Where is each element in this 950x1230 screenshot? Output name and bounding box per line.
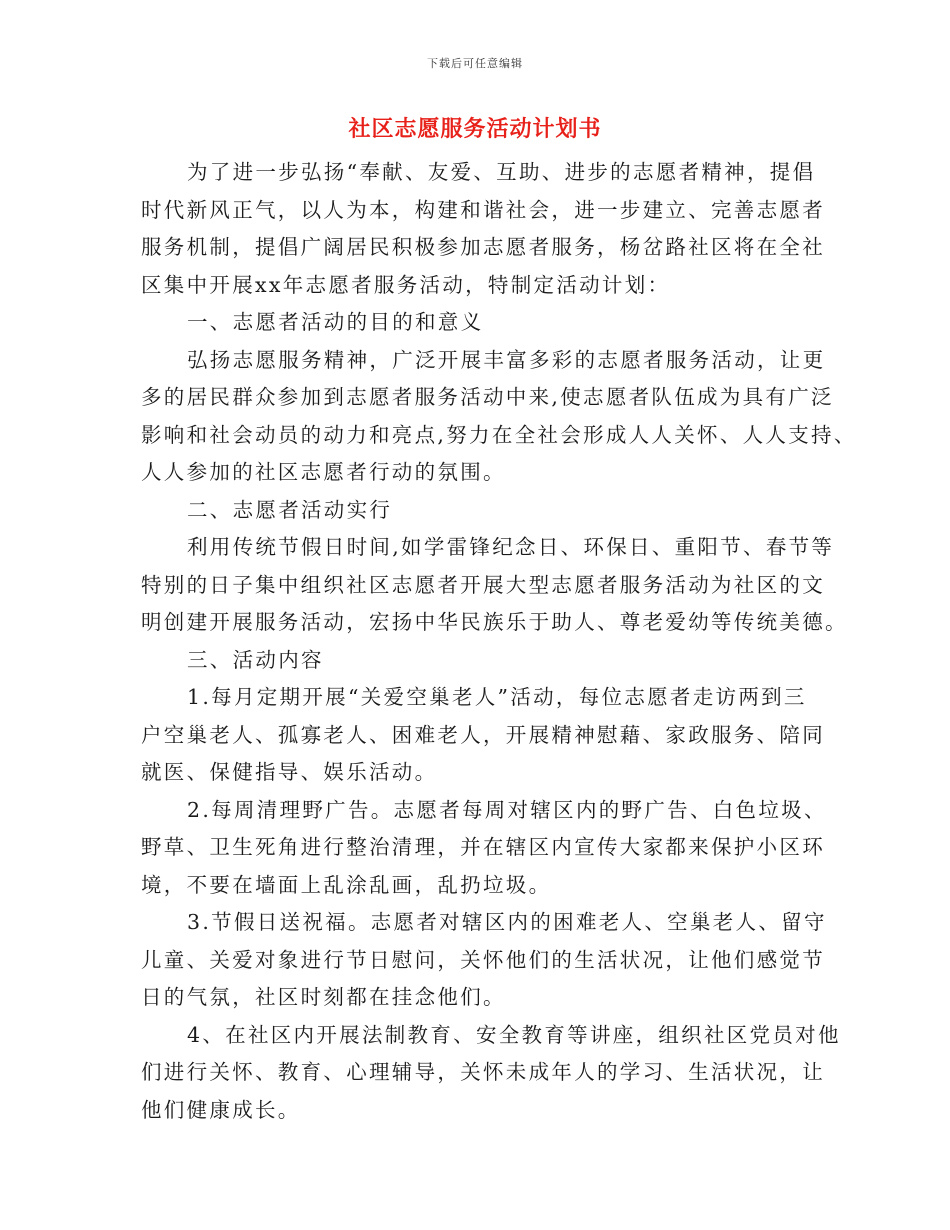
paragraph-line: 日的气氛，社区时刻都在挂念他们。 <box>141 985 506 1009</box>
paragraph-line: 时代新风正气，以人为本，构建和谐社会，进一步建立、完善志愿者 <box>141 197 825 222</box>
paragraph-line: 儿童、关爱对象进行节日慰问，关怀他们的生活状况，让他们感觉节 <box>141 947 825 972</box>
activity-item-2 <box>141 792 827 905</box>
document-title: 社区志愿服务活动计划书 <box>348 116 602 142</box>
paragraph-line: 影响和社会动员的动力和亮点,努力在全社会形成人人关怀、人人支持、 <box>141 422 857 447</box>
paragraph-line: 们进行关怀、教育、心理辅导，关怀未成年人的学习、生活状况，让 <box>141 1060 825 1084</box>
paragraph-line: 为了进一步弘扬“奉献、友爱、互助、进步的志愿者精神，提倡 <box>187 160 816 184</box>
section-2-paragraph <box>141 529 848 642</box>
paragraph-line: 野草、卫生死角进行整治清理，并在辖区内宣传大家都来保护小区环 <box>141 835 825 859</box>
section-1-paragraph <box>141 342 857 492</box>
paragraph-line: 4、在社区内开展法制教育、安全教育等讲座，组织社区党员对他 <box>187 1022 841 1047</box>
paragraph-line: 他们健康成长。 <box>141 1097 301 1122</box>
activity-item-1 <box>141 679 825 792</box>
paragraph-line: 多的居民群众参加到志愿者服务活动中来,使志愿者队伍成为具有广泛 <box>141 385 834 409</box>
section-heading-3: 三、活动内容 <box>187 647 324 672</box>
header-note: 下载后可任意编辑 <box>427 57 523 70</box>
paragraph-line: 弘扬志愿服务精神，广泛开展丰富多彩的志愿者服务活动，让更 <box>187 347 826 372</box>
paragraph-line: 区集中开展xx年志愿者服务活动，特制定活动计划： <box>141 272 671 297</box>
paragraph-line: 境，不要在墙面上乱涂乱画，乱扔垃圾。 <box>141 872 552 897</box>
paragraph-line: 1.每月定期开展“关爱空巢老人”活动，每位志愿者走访两到三 <box>187 685 807 709</box>
paragraph-line: 特别的日子集中组织社区志愿者开展大型志愿者服务活动为社区的文 <box>141 572 825 597</box>
document-body <box>141 154 857 1129</box>
paragraph-line: 户空巢老人、孤寡老人、困难老人，开展精神慰藉、家政服务、陪同 <box>141 722 825 747</box>
paragraph-line: 服务机制，提倡广阔居民积极参加志愿者服务，杨岔路社区将在全社 <box>141 235 825 259</box>
intro-paragraph <box>141 154 825 304</box>
activity-item-3 <box>141 904 827 1017</box>
paragraph-line: 2.每周清理野广告。志愿者每周对辖区内的野广告、白色垃圾、 <box>187 797 827 822</box>
activity-item-4 <box>141 1017 841 1130</box>
section-heading-1: 一、志愿者活动的目的和意义 <box>187 310 484 334</box>
paragraph-line: 人人参加的社区志愿者行动的氛围。 <box>141 460 506 484</box>
paragraph-line: 3.节假日送祝福。志愿者对辖区内的困难老人、空巢老人、留守 <box>187 910 827 934</box>
section-heading-2: 二、志愿者活动实行 <box>187 497 393 522</box>
paragraph-line: 明创建开展服务活动，宏扬中华民族乐于助人、尊老爱幼等传统美德。 <box>141 610 848 634</box>
paragraph-line: 就医、保健指导、娱乐活动。 <box>141 760 438 784</box>
paragraph-line: 利用传统节假日时间,如学雷锋纪念日、环保日、重阳节、春节等 <box>187 535 835 559</box>
